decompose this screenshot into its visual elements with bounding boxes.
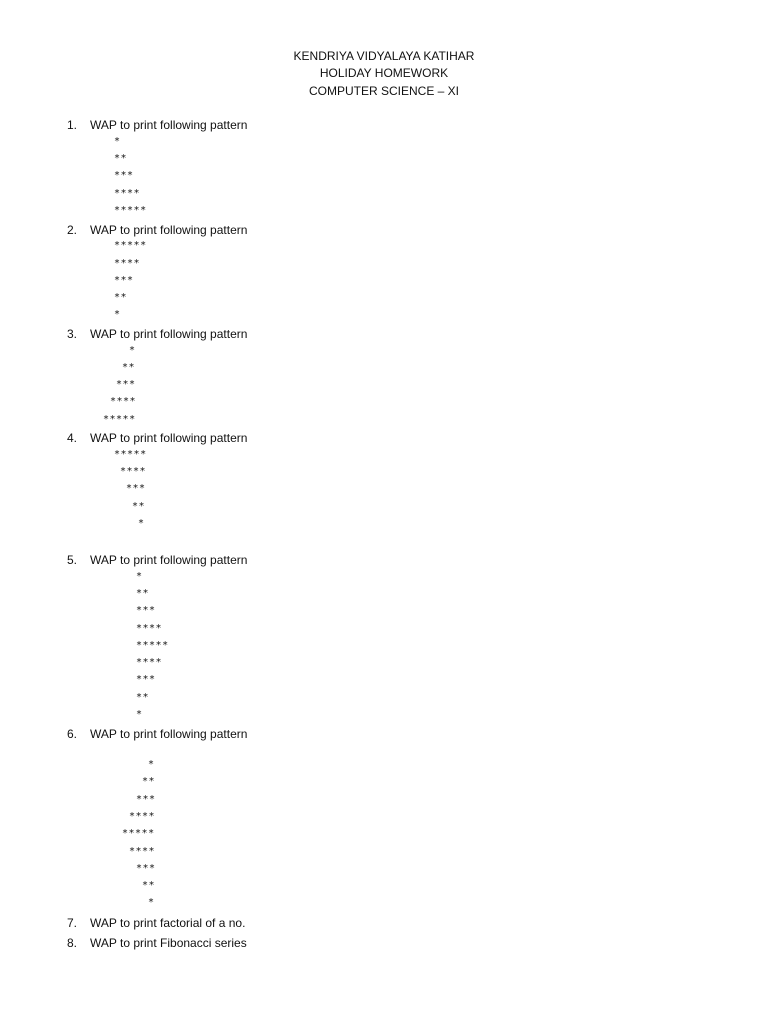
pattern-line: *	[148, 759, 155, 770]
question-text: WAP to print following pattern	[90, 727, 248, 741]
pattern-line: **	[142, 776, 156, 787]
pattern-line: *	[136, 571, 143, 582]
pattern-line: *	[138, 518, 145, 529]
pattern-line: ****	[110, 396, 137, 407]
pattern-line: ***	[136, 674, 156, 685]
pattern-line: **	[142, 880, 156, 891]
question-text: WAP to print Fibonacci series	[90, 936, 247, 950]
question-text: WAP to print following pattern	[90, 118, 248, 132]
pattern-line: *****	[114, 449, 147, 460]
pattern-line: **	[114, 292, 128, 303]
question-number: 1.	[67, 118, 78, 132]
pattern-line: *****	[103, 414, 136, 425]
school-name: KENDRIYA VIDYALAYA KATIHAR	[293, 49, 475, 63]
pattern-line: *	[114, 309, 121, 320]
pattern-line: *****	[122, 828, 155, 839]
pattern-line: **	[136, 692, 150, 703]
question-text: WAP to print following pattern	[90, 327, 248, 341]
homework-title: HOLIDAY HOMEWORK	[319, 66, 449, 80]
question-number: 7.	[67, 916, 78, 930]
pattern-line: *****	[114, 205, 147, 216]
pattern-line: **	[122, 362, 136, 373]
pattern-line: ****	[114, 188, 141, 199]
pattern-line: ****	[129, 811, 156, 822]
pattern-line: ***	[136, 605, 156, 616]
pattern-line: **	[114, 153, 128, 164]
pattern-line: *	[148, 897, 155, 908]
pattern-line: **	[132, 501, 146, 512]
question-number: 6.	[67, 727, 78, 741]
pattern-line: ***	[136, 794, 156, 805]
question-text: WAP to print factorial of a no.	[90, 916, 246, 930]
question-text: WAP to print following pattern	[90, 223, 248, 237]
question-number: 2.	[67, 223, 78, 237]
pattern-line: ***	[116, 379, 136, 390]
pattern-line: ****	[136, 623, 163, 634]
question-number: 4.	[67, 431, 78, 445]
pattern-line: ****	[136, 657, 163, 668]
pattern-line: ****	[114, 258, 141, 269]
question-number: 8.	[67, 936, 78, 950]
pattern-line: ***	[114, 170, 134, 181]
question-text: WAP to print following pattern	[90, 431, 248, 445]
pattern-line: ***	[136, 863, 156, 874]
subject-title: COMPUTER SCIENCE – XI	[308, 84, 460, 98]
pattern-line: *****	[114, 240, 147, 251]
pattern-line: ****	[120, 466, 147, 477]
pattern-line: **	[136, 588, 150, 599]
pattern-line: *	[114, 136, 121, 147]
question-text: WAP to print following pattern	[90, 553, 248, 567]
pattern-line: *****	[136, 640, 169, 651]
pattern-line: *	[129, 345, 136, 356]
question-number: 3.	[67, 327, 78, 341]
pattern-line: *	[136, 709, 143, 720]
question-number: 5.	[67, 553, 78, 567]
pattern-line: ***	[126, 483, 146, 494]
pattern-line: ***	[114, 275, 134, 286]
pattern-line: ****	[129, 846, 156, 857]
